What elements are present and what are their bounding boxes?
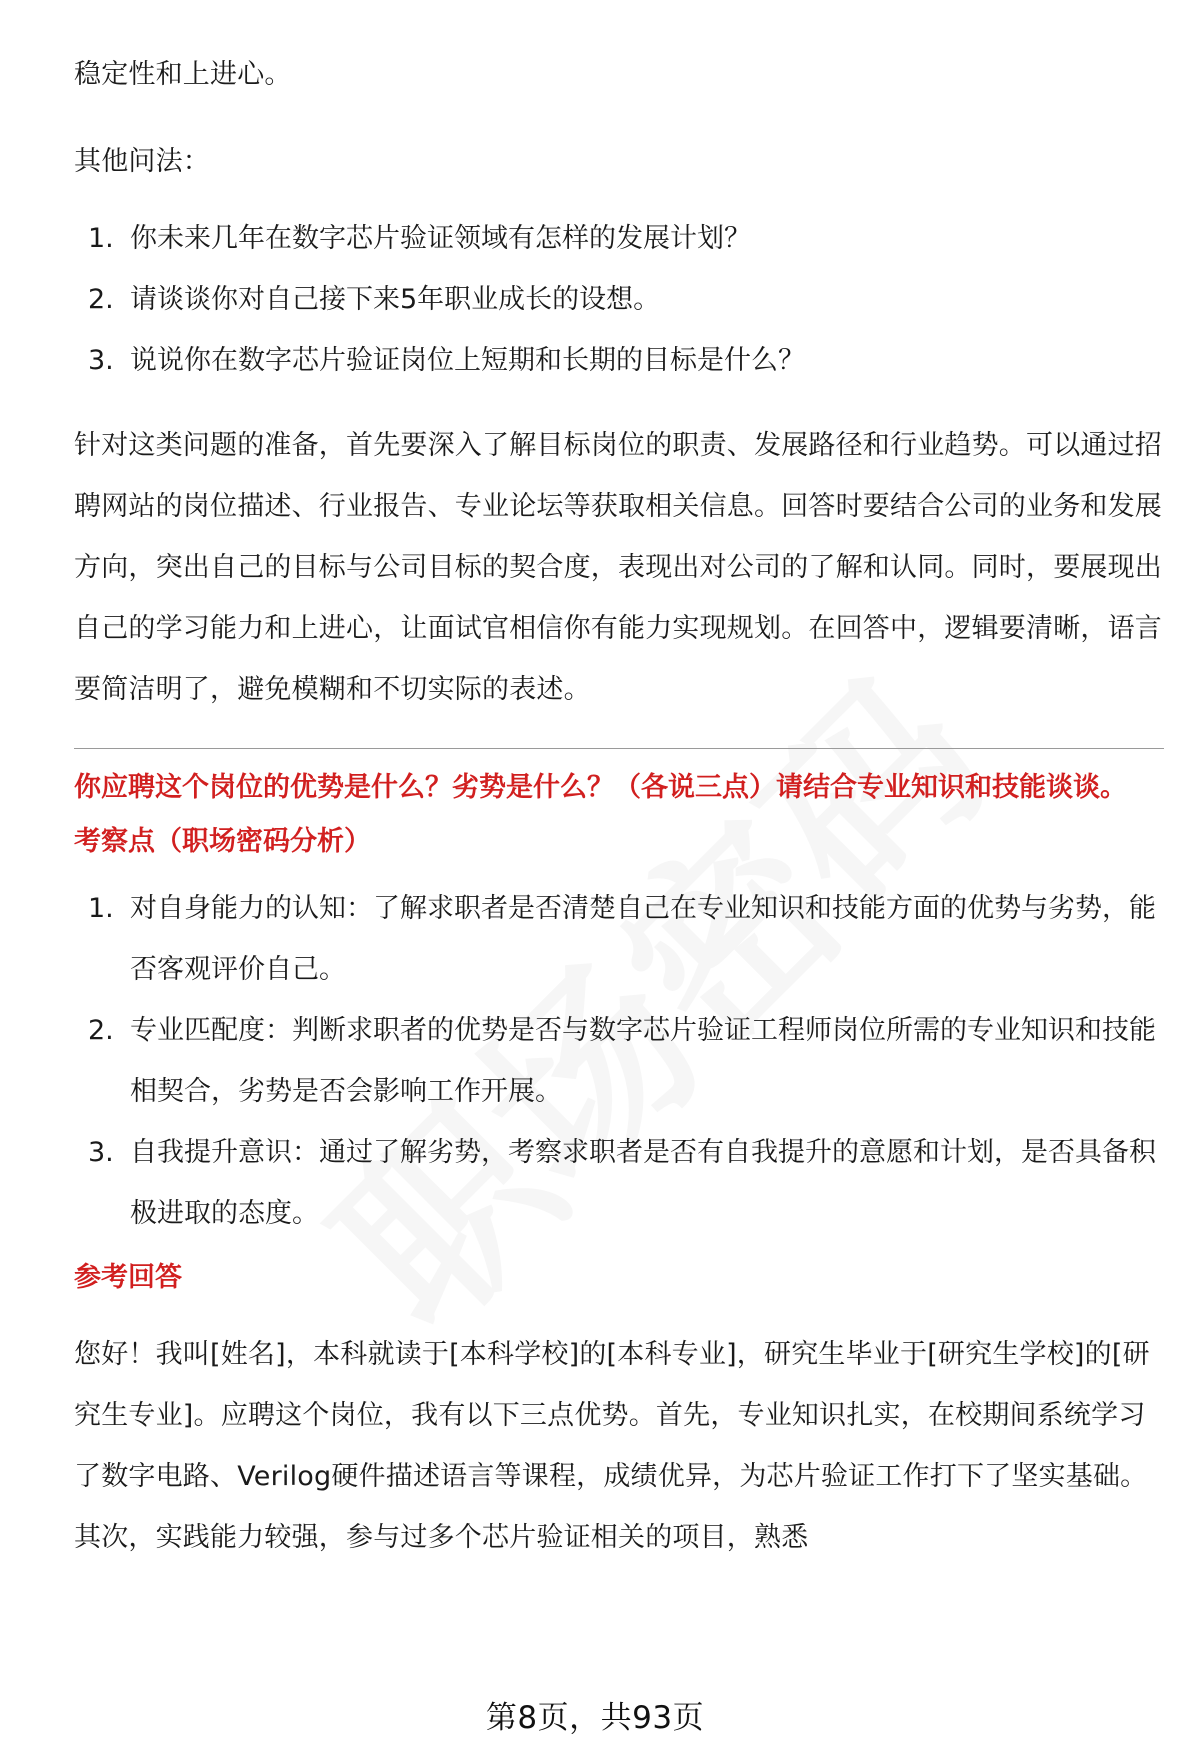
list-number: 1. xyxy=(88,893,114,924)
list-item xyxy=(74,1122,1164,1244)
list-item-text: 自我提升意识：通过了解劣势，考察求职者是否有自我提升的意愿和计划，是否具备积极进取的态度。 xyxy=(130,1137,1156,1229)
reference-answer-text: 您好！我叫[姓名]，本科就读于[本科学校]的[本科专业]，研究生毕业于[研究生学校]的[研究生专业]。应聘这个岗位，我有以下三点优势。首先，专业知识扎实，在校期间系统学习了数字电路、Verilog硬件描述语言等课程，成绩优异，为芯片验证工作打下了坚实基础。其次，实践能力较强，参与过多个芯片验证相关的项目，熟悉 xyxy=(74,1339,1150,1553)
assessment-heading: 考察点（职场密码分析） xyxy=(74,826,371,857)
other-questions-list xyxy=(74,208,1164,391)
preparation-paragraph: 针对这类问题的准备，首先要深入了解目标岗位的职责、发展路径和行业趋势。可以通过招聘网站的岗位描述、行业报告、专业论坛等获取相关信息。回答时要结合公司的业务和发展方向，突出自己的目标与公司目标的契合度，表现出对公司的了解和认同。同时，要展现出自己的学习能力和上进心，让面试官相信你有能力实现规划。在回答中，逻辑要清晰，语言要简洁明了，避免模糊和不切实际的表述。 xyxy=(74,430,1162,705)
top-text: 稳定性和上进心。 xyxy=(74,59,292,90)
list-item xyxy=(74,878,1164,1000)
list-number: 1. xyxy=(88,223,114,254)
list-number: 3. xyxy=(88,345,114,376)
list-item-text: 说说你在数字芯片验证岗位上短期和长期的目标是什么？ xyxy=(130,345,805,376)
list-item-text: 专业匹配度：判断求职者的优势是否与数字芯片验证工程师岗位所需的专业知识和技能相契合，劣势是否会影响工作开展。 xyxy=(130,1015,1156,1107)
list-item-text: 你未来几年在数字芯片验证领域有怎样的发展计划？ xyxy=(130,223,751,254)
question-heading: 你应聘这个岗位的优势是什么？劣势是什么？（各说三点）请结合专业知识和技能谈谈。 xyxy=(74,772,1127,803)
list-number: 3. xyxy=(88,1137,114,1168)
list-item xyxy=(74,208,1164,269)
list-number: 2. xyxy=(88,1015,114,1046)
section-divider xyxy=(74,748,1164,749)
page-content xyxy=(74,44,1164,1568)
list-item-text: 请谈谈你对自己接下来5年职业成长的设想。 xyxy=(130,284,661,315)
list-item xyxy=(74,1000,1164,1122)
list-number: 2. xyxy=(88,284,114,315)
list-item xyxy=(74,269,1164,330)
reference-answer-heading: 参考回答 xyxy=(74,1262,182,1293)
list-item-text: 对自身能力的认知：了解求职者是否清楚自己在专业知识和技能方面的优势与劣势，能否客观评价自己。 xyxy=(130,893,1156,985)
other-questions-label: 其他问法： xyxy=(74,146,210,177)
list-item xyxy=(74,330,1164,391)
page-number-footer: 第8页，共93页 xyxy=(485,1700,705,1736)
assessment-points-list xyxy=(74,878,1164,1244)
